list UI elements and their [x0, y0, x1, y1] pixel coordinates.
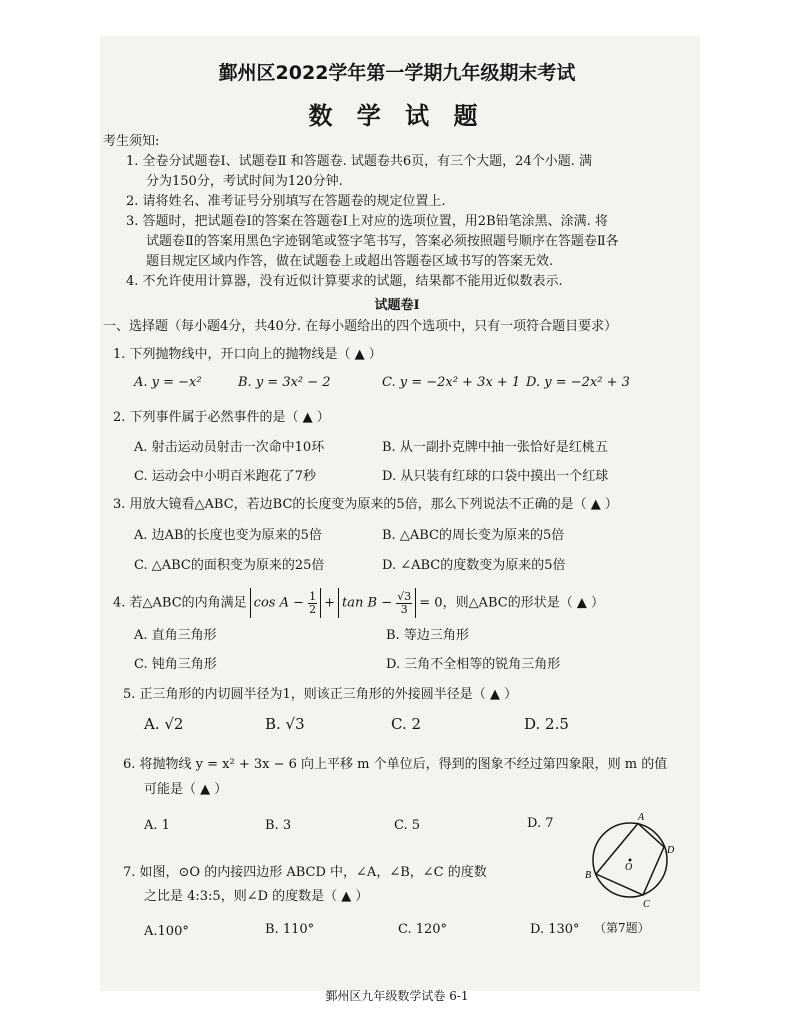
vertex-label-a: A — [638, 812, 645, 823]
q7-stem-line1: 7. 如图，⊙O 的内接四边形 ABCD 中，∠A，∠B，∠C 的度数 — [123, 865, 487, 880]
q1-option-a: A. y = −x² — [134, 375, 202, 390]
vertex-label-c: C — [643, 899, 650, 908]
q7-circle-figure — [580, 808, 680, 908]
section-label: 试题卷Ⅰ — [374, 298, 420, 313]
q3-option-a: A. 边AB的长度也变为原来的5倍 — [134, 528, 322, 543]
vertex-label-d: D — [667, 845, 675, 856]
q4-fraction-sqrt3 — [396, 591, 412, 616]
q4-frac2-num: √3 — [397, 589, 412, 603]
notice-item-1-cont: 分为150分，考试时间为120分钟. — [146, 174, 343, 189]
notice-heading: 考生须知: — [103, 134, 160, 149]
q1-option-c: C. y = −2x² + 3x + 1 — [382, 375, 521, 390]
q6-option-a: A. 1 — [144, 818, 170, 833]
q5-option-c: C. 2 — [391, 715, 422, 733]
q2-option-b: B. 从一副扑克牌中抽一张恰好是红桃五 — [382, 440, 608, 455]
notice-item-1: 1. 全卷分试题卷Ⅰ、试题卷Ⅱ 和答题卷. 试题卷共6页，有三个大题，24个小题. 满 — [126, 154, 592, 169]
page-footer: 鄞州区九年级数学试卷 6-1 — [325, 989, 469, 1003]
notice-item-3-cont1: 试题卷Ⅱ的答案用黑色字迹钢笔或签字笔书写，答案必须按照题号顺序在答题卷Ⅱ各 — [146, 234, 619, 249]
q1-option-d: D. y = −2x² + 3 — [526, 375, 630, 390]
notice-item-3: 3. 答题时，把试题卷Ⅰ的答案在答题卷Ⅰ上对应的选项位置，用2B铅笔涂黑、涂满. 将 — [126, 214, 608, 229]
q5-option-b: B. √3 — [265, 715, 305, 733]
q4-stem-post: ，则△ABC的形状是（ ▲ ） — [442, 595, 604, 611]
q4-option-d: D. 三角不全相等的锐角三角形 — [386, 657, 561, 672]
abs-bar — [320, 588, 321, 618]
q6-option-d: D. 7 — [527, 816, 554, 831]
q3-option-d: D. ∠ABC的度数变为原来的5倍 — [382, 558, 566, 573]
q7-stem-line2: 之比是 4:3:5，则∠D 的度数是（ ▲ ） — [144, 889, 369, 904]
q6-option-c: C. 5 — [394, 818, 421, 833]
q3-stem: 3. 用放大镜看△ABC，若边BC的长度变为原来的5倍，那么下列说法不正确的是（ ▲ ） — [113, 497, 618, 512]
q3-option-b: B. △ABC的周长变为原来的5倍 — [382, 528, 565, 543]
notice-item-3-cont2: 题目规定区域内作答，做在试题卷上或超出答题卷区域书写的答案无效. — [146, 254, 554, 269]
q4-option-b: B. 等边三角形 — [386, 628, 469, 643]
q7-option-c: C. 120° — [398, 922, 448, 937]
q5-stem: 5. 正三角形的内切圆半径为1，则该正三角形的外接圆半径是（ ▲ ） — [123, 687, 518, 702]
exam-subtitle: 数 学 试 题 — [308, 102, 486, 130]
vertex-label-b: B — [585, 870, 592, 881]
notice-item-2: 2. 请将姓名、准考证号分别填写在答题卷的规定位置上. — [126, 194, 446, 209]
q7-figure-caption: （第7题） — [594, 921, 650, 935]
q4-option-a: A. 直角三角形 — [134, 628, 217, 643]
q2-option-a: A. 射击运动员射击一次命中10环 — [134, 440, 325, 455]
q2-option-c: C. 运动会中小明百米跑花了7秒 — [134, 469, 317, 484]
q5-option-a: A. √2 — [144, 715, 184, 733]
q1-stem: 1. 下列抛物线中，开口向上的抛物线是（ ▲ ） — [113, 347, 382, 362]
q4-option-c: C. 钝角三角形 — [134, 657, 217, 672]
q7-option-a: A.100° — [144, 924, 189, 939]
exam-title: 鄞州区2022学年第一学期九年级期末考试 — [218, 62, 576, 84]
notice-item-4: 4. 不允许使用计算器，没有近似计算要求的试题，结果都不能用近似数表示. — [126, 274, 563, 289]
q2-option-d: D. 从只装有红球的口袋中摸出一个红球 — [382, 469, 609, 484]
q6-option-b: B. 3 — [265, 818, 292, 833]
q5-option-d: D. 2.5 — [524, 715, 569, 733]
q4-frac1-den: 2 — [309, 602, 317, 616]
q4-cos-term: cos A − — [253, 595, 304, 611]
q1-option-b: B. y = 3x² − 2 — [238, 375, 331, 390]
abs-bar — [338, 588, 339, 618]
q7-option-b: B. 110° — [265, 922, 315, 937]
q4-equals: = 0 — [419, 595, 443, 611]
q6-stem-line2: 可能是（ ▲ ） — [144, 782, 228, 797]
q4-frac1-num: 1 — [309, 589, 317, 603]
abs-bar — [250, 588, 251, 618]
q4-stem-pre: 4. 若△ABC的内角满足 — [113, 595, 247, 611]
center-label-o: O — [625, 862, 633, 873]
q4-fraction-half — [308, 591, 317, 616]
q4-frac2-den: 3 — [400, 602, 408, 616]
q4-tan-term: tan B − — [342, 595, 393, 611]
q4-plus: + — [324, 595, 336, 611]
q6-stem-line1: 6. 将抛物线 y = x² + 3x − 6 向上平移 m 个单位后，得到的图象不经过第四象限，则 m 的值 — [123, 757, 668, 772]
q2-stem: 2. 下列事件属于必然事件的是（ ▲ ） — [113, 410, 330, 425]
q7-option-d: D. 130° — [530, 922, 580, 937]
q4-stem-row — [113, 588, 604, 618]
section-heading: 一、选择题（每小题4分，共40分. 在每小题给出的四个选项中，只有一项符合题目要求） — [103, 319, 618, 334]
q3-option-c: C. △ABC的面积变为原来的25倍 — [134, 558, 325, 573]
abs-bar — [415, 588, 416, 618]
